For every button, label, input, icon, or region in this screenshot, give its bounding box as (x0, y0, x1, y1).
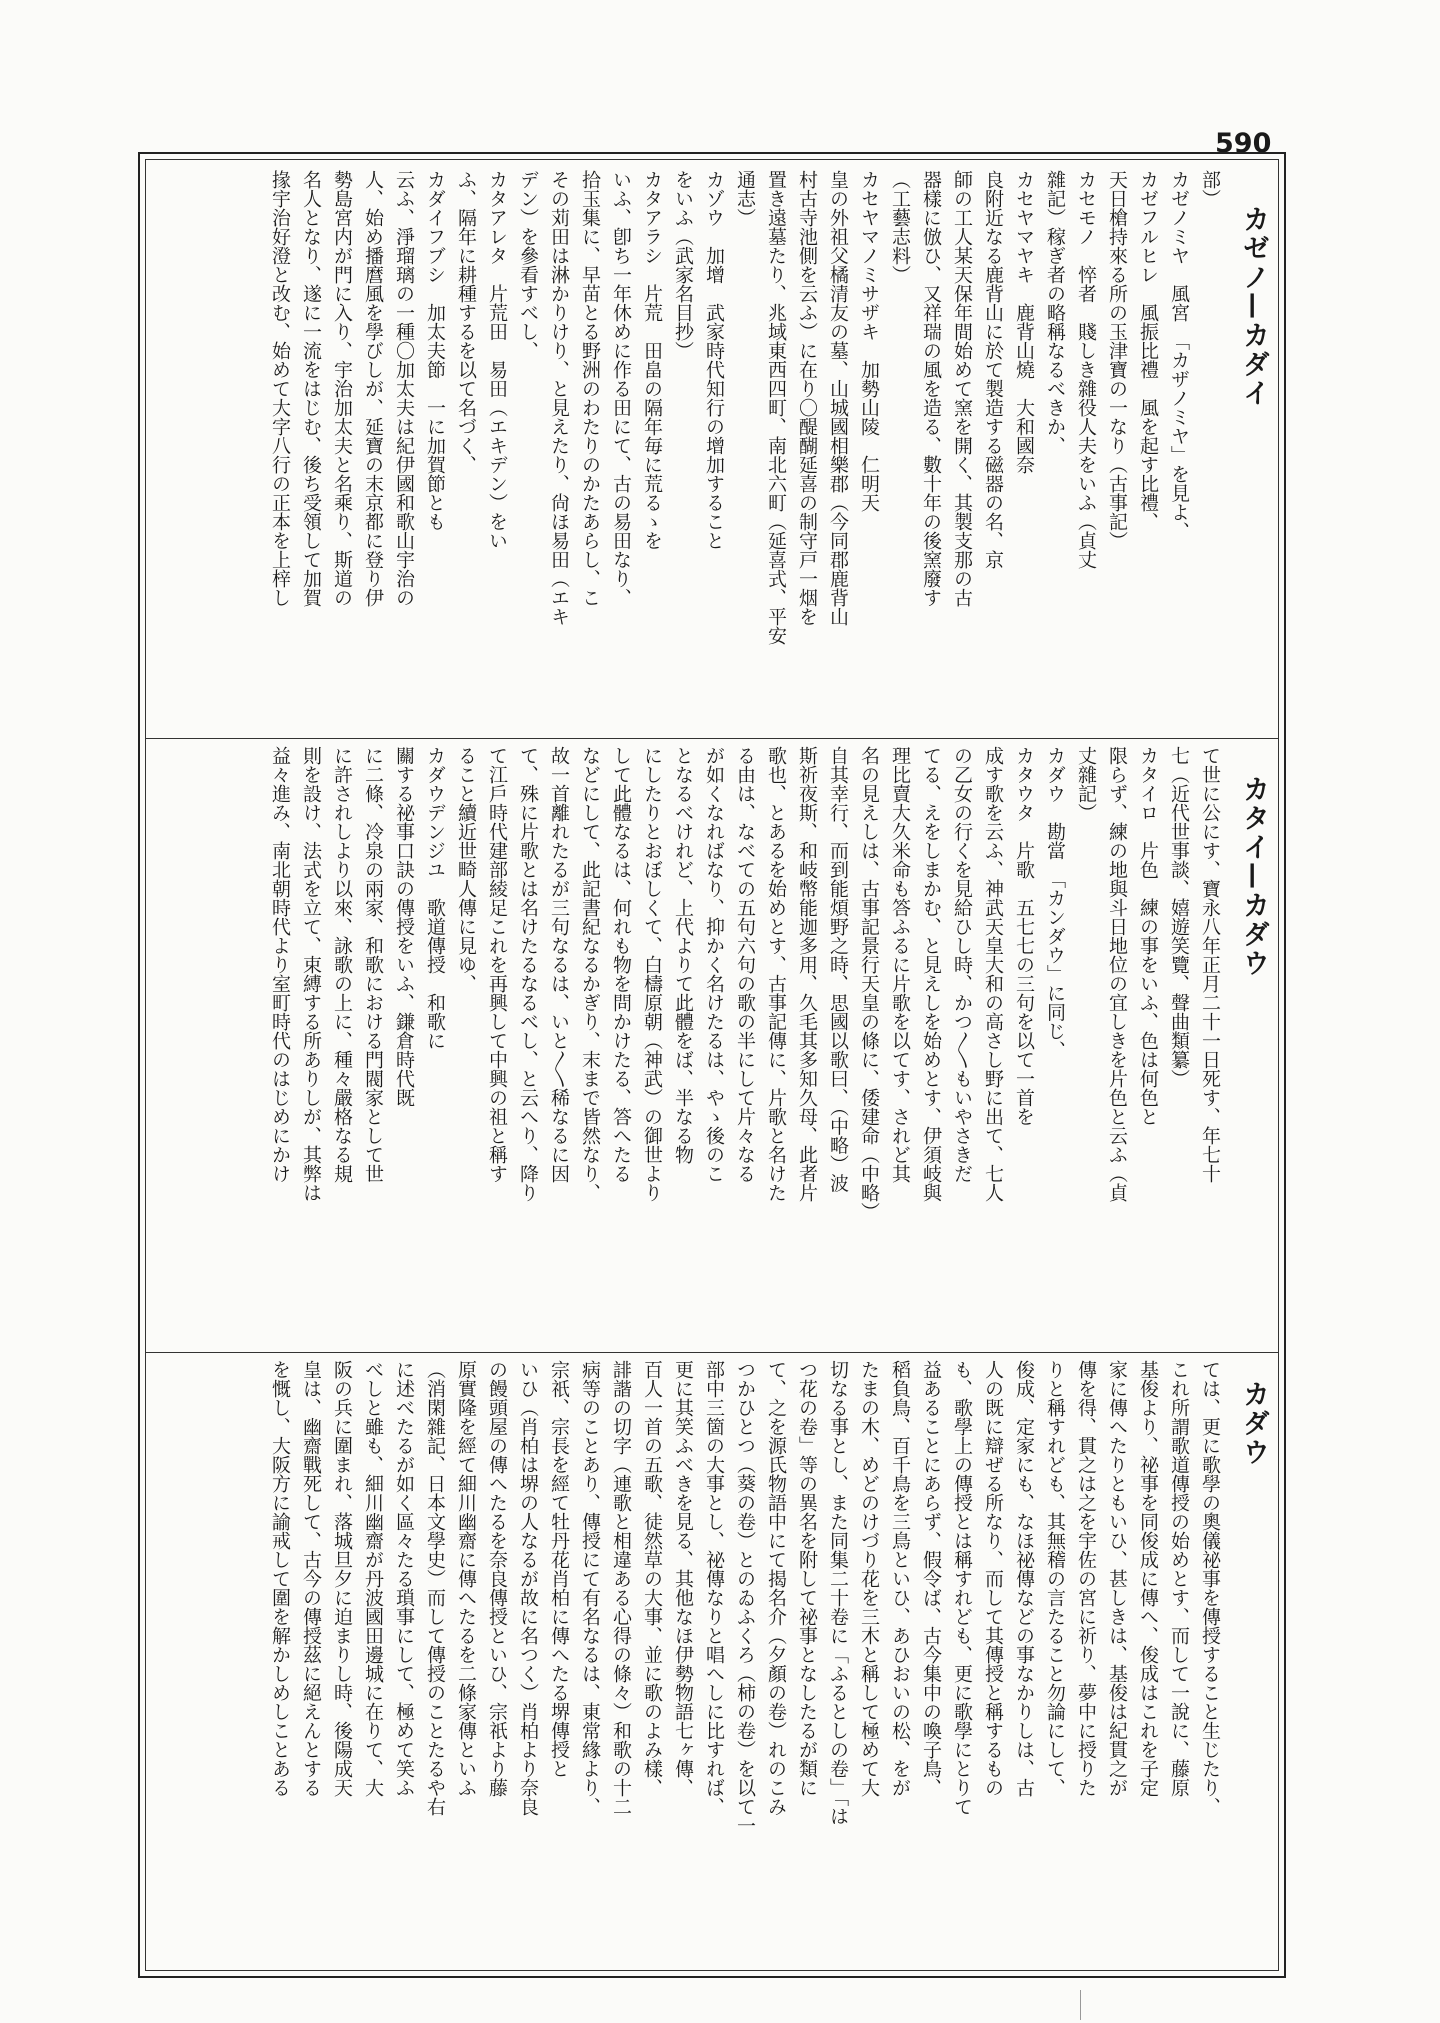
bottom-band-line: 原實隆を經て細川幽齋に傳へたるを二條家傳といふ (455, 1360, 477, 1797)
bottom-band-line: りと稱すれども、其無稽の言たること勿論にして、 (1044, 1360, 1066, 1797)
bottom-band-line: 部中三箇の大事とし、祕傳なりと唱へしに比すれば、 (703, 1360, 725, 1816)
middle-band-line: 則を設け、法式を立て、束縛する所ありしが、其弊は (300, 746, 322, 1202)
top-band-line: いふ、卽ち一年休めに作る田にて、古の易田なり、 (610, 170, 632, 607)
top-band-line: デン）を參看すべし、 (517, 170, 539, 360)
top-band-line: カセヤマノミサザキ 加勢山陵 仁明天 (858, 170, 880, 512)
bottom-band-line: 傳を得、貫之は之を宇佐の宮に祈り、夢中に授りた (1075, 1360, 1097, 1797)
middle-band-line: の乙女の行くを見給ひし時、かつ〳〵もいやさきだ (951, 746, 973, 1183)
middle-band-line: に許されしより以來、詠歌の上に、種々嚴格なる規 (331, 746, 353, 1183)
top-band-line: カセヤマヤキ 鹿背山燒 大和國奈 (1013, 170, 1035, 474)
page-number: 590 (1215, 128, 1272, 159)
top-band-line: カゾウ 加增 武家時代知行の增加すること (703, 170, 725, 550)
top-band-line: カタアラシ 片荒 田畠の隔年毎に荒るゝを (641, 170, 663, 550)
top-band-line: をいふ（武家名目抄） (672, 170, 694, 360)
top-band-text (155, 170, 1225, 730)
top-band-line: 部） (1199, 170, 1221, 208)
bottom-band-line: 稻負鳥、百千鳥を三鳥といひ、あひおいの松、をが (889, 1360, 911, 1797)
middle-band-line: 名の見えしは、古事記景行天皇の條に、倭建命（中略） (858, 746, 880, 1221)
bottom-band-line: （消閑雜記、日本文學史）而して傳授のことたるや右 (424, 1360, 446, 1816)
middle-band-line: 益々進み、南北朝時代より室町時代のはじめにかけ (269, 746, 291, 1183)
top-band-line: 置き遠墓たり、兆域東西四町、南北六町（延喜式、平安 (765, 170, 787, 645)
bottom-band-line: に述べたるが如く區々たる瑣事にして、極めて笑ふ (393, 1360, 415, 1797)
middle-band-line: が如くなればなり、抑かく名けたるは、やゝ後のこ (703, 746, 725, 1183)
top-band-line: カダイフブシ 加太夫節 一に加賀節とも (424, 170, 446, 531)
running-head-bottom: カダウ (1238, 1380, 1269, 1467)
bottom-band-line: て、之を源氏物語中にて揭名介（夕顏の卷）れのこみ (765, 1360, 787, 1816)
middle-band-line: に二條、冷泉の兩家、和歌における門閥家として世 (362, 746, 384, 1183)
top-band-line: 拾玉集に、早苗とる野洲のわたりのかたあらし、こ (579, 170, 601, 607)
bottom-band-line: つ花の卷」等の異名を附して祕事となしたるが類に (796, 1360, 818, 1797)
middle-band-line: などにして、此記書紀なるかぎり、末まで皆然なり、 (579, 746, 601, 1202)
top-band-line: カタアレタ 片荒田 易田（エキデン）をい (486, 170, 508, 550)
bottom-band-line: 基俊より、祕事を同俊成に傳へ、俊成はこれを子定 (1137, 1360, 1159, 1797)
top-band-line: 名人となり、遂に一流をはじむ、後ち受領して加賀 (300, 170, 322, 607)
middle-band-line: 自其幸行、而到能煩野之時、思國以歌曰、（中略）波 (827, 746, 849, 1193)
top-band-line: 師の工人某天保年間始めて窯を開く、其製支那の古 (951, 170, 973, 607)
bottom-band-line: 病等のことあり、傳授にて有名なるは、東常緣より、 (579, 1360, 601, 1816)
middle-band-line: となるべけれど、上代よりて此體をば、半なる物 (672, 746, 694, 1164)
top-band-line: 掾宇治好澄と改む、始めて大字八行の正本を上梓し (269, 170, 291, 607)
bottom-band-line: これ所謂歌道傳授の始めとす、而して一說に、藤原 (1168, 1360, 1190, 1797)
middle-band-line: 成す歌を云ふ、神武天皇大和の高さし野に出て、七人 (982, 746, 1004, 1202)
middle-band-line: 歌也、とあるを始めとす、古事記傳に、片歌と名けた (765, 746, 787, 1202)
middle-band-text (155, 746, 1225, 1344)
middle-band-line: 限らず、練の地與斗日地位の宜しきを片色と云ふ（貞 (1106, 746, 1128, 1202)
bottom-band-line: も、歌學上の傳授とは稱すれども、更に歌學にとりて (951, 1360, 973, 1816)
top-band-line: 云ふ、淨瑠璃の一種〇加太夫は紀伊國和歌山宇治の (393, 170, 415, 607)
bottom-band-line: ては、更に歌學の奧儀祕事を傳授すること生じたり、 (1199, 1360, 1221, 1816)
top-band-line: 雜記）稼ぎ者の略稱なるべきか、 (1044, 170, 1066, 455)
top-band-line: 良附近なる鹿背山に於て製造する磁器の名、京 (982, 170, 1004, 569)
scan-mark (1080, 1990, 1081, 2020)
top-band-line: 皇の外祖父橘清友の墓、山城國相樂郡（今同郡鹿背山 (827, 170, 849, 626)
bottom-band-line: 誹諧の切字（連歌と相違ある心得の條々）和歌の十二 (610, 1360, 632, 1816)
bottom-band-line: つかひとつ（葵の卷）とのゐふくろ（柿の卷）を以て一 (734, 1360, 756, 1835)
top-band-line: カゼノミヤ 風宮 「カザノミヤ」を見よ、 (1168, 170, 1190, 541)
top-band-line: 人、始め播麿風を學びしが、延寶の末京都に登り伊 (362, 170, 384, 607)
middle-band-line: て世に公にす、寶永八年正月二十一日死す、年七十 (1199, 746, 1221, 1183)
top-band-line: 天日槍持來る所の玉津寶の一なり（古事記） (1106, 170, 1128, 550)
middle-band-line: て、殊に片歌とは名けたるなるべし、と云へり、降り (517, 746, 539, 1202)
middle-band-line: て江戶時代建部綾足これを再興して中興の祖と稱す (486, 746, 508, 1183)
bottom-band-line: 百人一首の五歌、徒然草の大事、並に歌のよみ樣、 (641, 1360, 663, 1797)
top-band-line: 村古寺池側を云ふ）に在り〇醍醐延喜の制守戸一烟を (796, 170, 818, 626)
middle-band-line: 丈雜記） (1075, 746, 1097, 822)
bottom-band-line: 宗祇、宗長を經て牡丹花肖柏に傳へたる堺傳授と (548, 1360, 570, 1778)
middle-band-line: 斯祈夜斯、和岐幣能迦多用、久毛其多知久母、此者片 (796, 746, 818, 1202)
top-band-line: 器樣に倣ひ、又祥瑞の風を造る、數十年の後窯廢す (920, 170, 942, 607)
bottom-band-line: の饅頭屋の傳へたるを奈良傳授といひ、宗祇より藤 (486, 1360, 508, 1797)
band-divider-bottom (145, 1352, 1279, 1353)
bottom-band-line: べしと雖も、細川幽齋が丹波國田邊城に在りて、大 (362, 1360, 384, 1797)
bottom-band-line: 皇は、幽齋戰死して、古今の傳授茲に絕えんとする (300, 1360, 322, 1797)
top-band-line: その苅田は淋かりけり、と見えたり、尙ほ易田（エキ (548, 170, 570, 626)
middle-band-line: てる、えをしまかむ、と見えしを始めとす、伊須岐與 (920, 746, 942, 1202)
top-band-line: 通志） (734, 170, 756, 227)
middle-band-line: カダウデンジユ 歌道傳授 和歌に (424, 746, 446, 1050)
middle-band-line: カタウタ 片歌 五七七の三句を以て一首を (1013, 746, 1035, 1126)
bottom-band-line: 家に傳へたりともいひ、甚しきは、基俊は紀貫之が (1106, 1360, 1128, 1797)
top-band-line: 勢島宮内が門に入り、宇治加太夫と名乘り、斯道の (331, 170, 353, 607)
middle-band-line: カタイロ 片色 練の事をいふ、色は何色と (1137, 746, 1159, 1126)
band-divider-top (145, 738, 1279, 739)
top-band-line: （工藝志料） (889, 170, 911, 284)
middle-band-line: 理比賣大久米命も答ふるに片歌を以てす、されど其 (889, 746, 911, 1183)
bottom-band-line: を慨し、大阪方に諭戒して圍を解かしめしことある (269, 1360, 291, 1797)
top-band-line: ふ、隔年に耕種するを以て名づく、 (455, 170, 477, 474)
top-band-line: カセモノ 悴者 賤しき雜役人夫をいふ（貞丈 (1075, 170, 1097, 569)
middle-band-line: 關する祕事口訣の傳授をいふ、鎌倉時代既 (393, 746, 415, 1107)
bottom-band-line: 阪の兵に圍まれ、落城旦夕に迫まりし時、後陽成天 (331, 1360, 353, 1797)
middle-band-line: にしたりとおぼしくて、白檮原朝（神武）の御世より (641, 746, 663, 1202)
bottom-band-line: いひ（肖柏は堺の人なるが故に名つく）肖柏より奈良 (517, 1360, 539, 1816)
bottom-band-line: 益あることにあらず、假令ば、古今集中の喚子鳥、 (920, 1360, 942, 1797)
bottom-band-text (155, 1360, 1225, 1962)
running-head-middle: カタイ—カダウ (1238, 775, 1269, 978)
running-head-top: カゼノ—カダイ (1238, 205, 1269, 408)
bottom-band-line: たまの木、めどのけづり花を三木と稱して極めて大 (858, 1360, 880, 1797)
middle-band-line: カダウ 勘當 「カンダウ」に同じ、 (1044, 746, 1066, 1060)
top-band-line: カゼフルヒレ 風振比禮 風を起す比禮、 (1137, 170, 1159, 531)
bottom-band-line: 俊成、定家にも、なほ祕傳などの事なかりしは、古 (1013, 1360, 1035, 1797)
bottom-band-line: 切なる事とし、また同集二十卷に「ふるとしの卷」「は (827, 1360, 849, 1826)
middle-band-line: ること續近世畸人傳に見ゆ、 (455, 746, 477, 993)
middle-band-line: して此體なるは、何れも物を問かけたる、答へたる (610, 746, 632, 1183)
middle-band-line: 故一首離れたるが三句なるは、いと〳〵稀なるに因 (548, 746, 570, 1183)
middle-band-line: る由は、なべての五句六句の歌の半にして片々なる (734, 746, 756, 1183)
bottom-band-line: 人の既に辯ぜる所なり、而して其傳授と稱するもの (982, 1360, 1004, 1797)
bottom-band-line: 更に其笑ふべきを見る、其他なほ伊勢物語七ヶ傳、 (672, 1360, 694, 1797)
middle-band-line: 七（近代世事談、嬉遊笑覽、聲曲類纂） (1168, 746, 1190, 1088)
